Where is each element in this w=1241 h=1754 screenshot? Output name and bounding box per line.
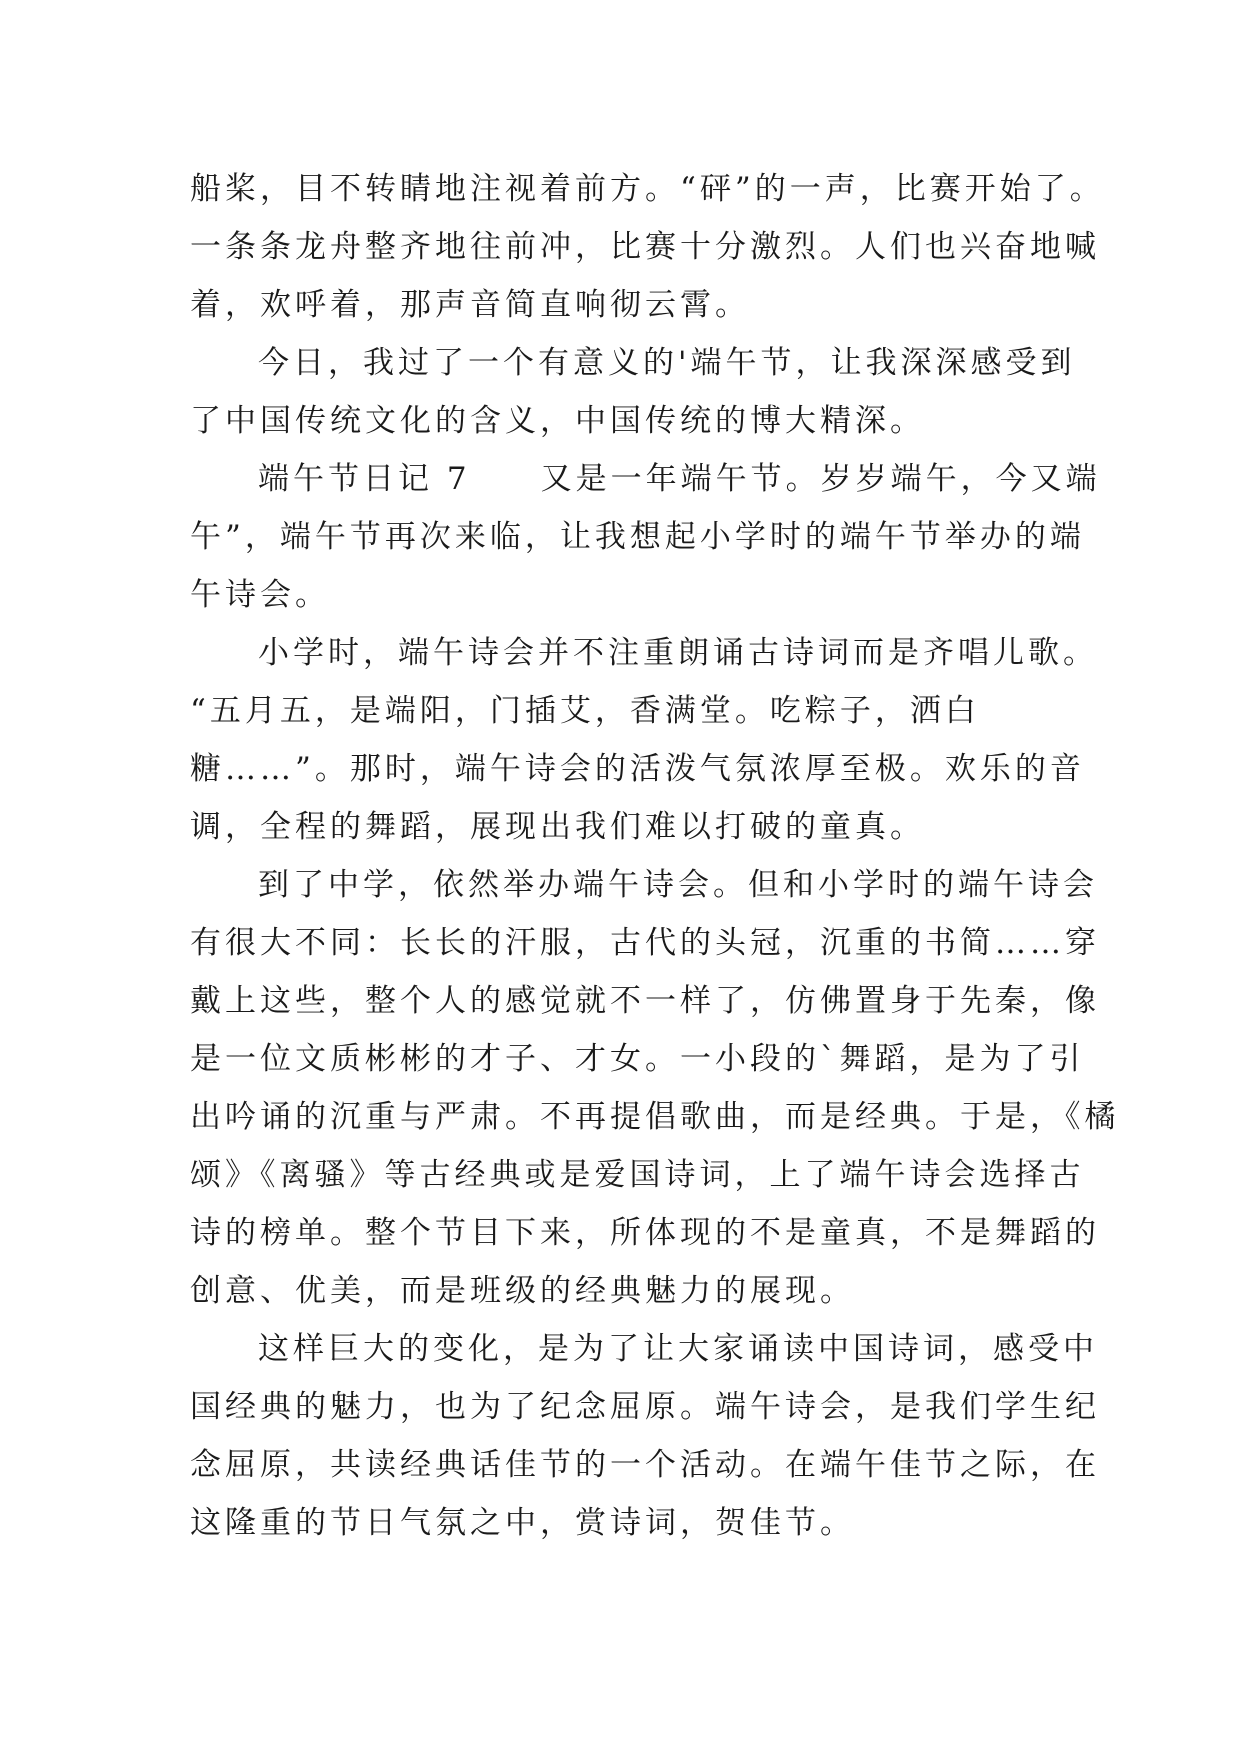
text-line: 有很大不同：长长的汗服，古代的头冠，沉重的书简……穿 — [190, 925, 1100, 961]
text-line: 出吟诵的沉重与严肃。不再提倡歌曲，而是经典。于是，《橘 — [190, 1099, 1120, 1135]
text-line: 诗的榜单。整个节目下来，所体现的不是童真，不是舞蹈的 — [190, 1215, 1100, 1251]
text-line: 午”，端午节再次来临，让我想起小学时的端午节举办的端 — [190, 519, 1085, 555]
text-line: 一条条龙舟整齐地往前冲，比赛十分激烈。人们也兴奋地喊 — [190, 229, 1100, 265]
text-line: 这隆重的节日气氛之中，赏诗词，贺佳节。 — [190, 1505, 855, 1541]
text-line: 午诗会。 — [190, 577, 330, 613]
text-line: 船桨，目不转睛地注视着前方。“砰”的一声，比赛开始了。 — [190, 171, 1105, 207]
diary-heading: 端午节日记 7 — [258, 461, 471, 497]
text-line: 着，欢呼着，那声音简直响彻云霄。 — [190, 287, 750, 323]
text-line: 戴上这些，整个人的感觉就不一样了，仿佛置身于先秦，像 — [190, 983, 1100, 1019]
text-run: 又是一年端午节。岁岁端午，今又端 — [540, 461, 1101, 497]
paragraph-first-line: 到了中学，依然举办端午诗会。但和小学时的端午诗会 — [258, 867, 1098, 903]
text-line: 颂》《离骚》等古经典或是爱国诗词，上了端午诗会选择古 — [190, 1157, 1085, 1193]
text-line: “五月五，是端阳，门插艾，香满堂。吃粽子，洒白 — [190, 693, 980, 729]
text-line: 了中国传统文化的含义，中国传统的博大精深。 — [190, 403, 925, 439]
text-line: 念屈原，共读经典话佳节的一个活动。在端午佳节之际，在 — [190, 1447, 1100, 1483]
text-line: 创意、优美，而是班级的经典魅力的展现。 — [190, 1273, 855, 1309]
paragraph-first-line: 今日，我过了一个有意义的'端午节，让我深深感受到 — [258, 345, 1076, 381]
paragraph-first-line: 小学时，端午诗会并不注重朗诵古诗词而是齐唱儿歌。 — [258, 635, 1098, 671]
diary-heading-line — [190, 450, 1110, 508]
text-line: 国经典的魅力，也为了纪念屈原。端午诗会，是我们学生纪 — [190, 1389, 1100, 1425]
body-text — [190, 160, 1120, 1552]
paragraph-first-line: 这样巨大的变化，是为了让大家诵读中国诗词，感受中 — [258, 1331, 1098, 1367]
text-line: 糖……”。那时，端午诗会的活泼气氛浓厚至极。欢乐的音 — [190, 751, 1085, 787]
text-line: 调，全程的舞蹈，展现出我们难以打破的童真。 — [190, 809, 925, 845]
text-line: 是一位文质彬彬的才子、才女。一小段的`舞蹈，是为了引 — [190, 1041, 1085, 1077]
